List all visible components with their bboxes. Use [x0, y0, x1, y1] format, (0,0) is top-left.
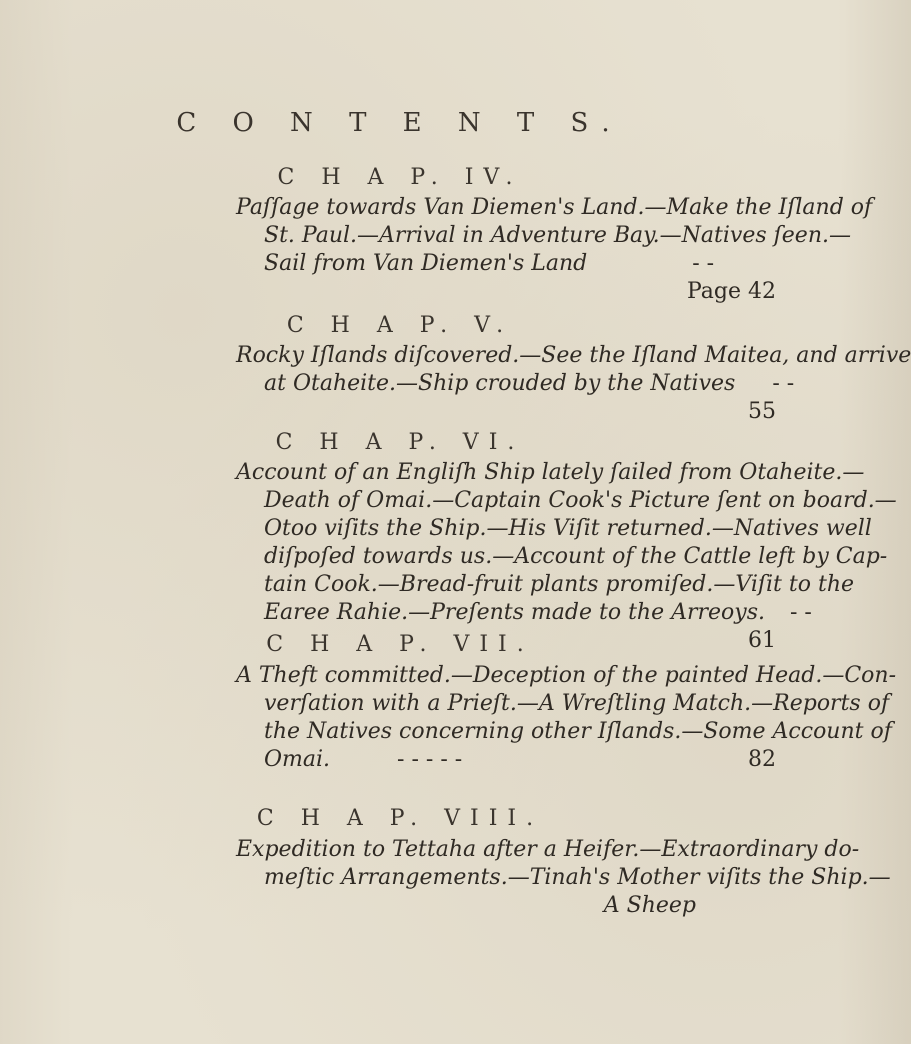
summary-line: St. Paul.—Arrival in Adventure Bay.—Natives ſeen.—: [264, 223, 851, 248]
page-reference: 61: [748, 628, 776, 653]
contents-title: C O N T E N T S.: [176, 108, 624, 138]
summary-line: diſpoſed towards us.—Account of the Cattle left by Cap-: [264, 544, 888, 569]
summary-line: Rocky Iſlands diſcovered.—See the Iſland Maitea, and arrive: [236, 343, 911, 368]
summary-line: Expedition to Tettaha after a Heifer.—Extraordinary do-: [236, 837, 860, 862]
chapter-summary-vii: [236, 662, 897, 774]
summary-line: Paſſage towards Van Diemen's Land.—Make the Iſland of: [236, 195, 873, 220]
summary-line: Death of Omai.—Captain Cook's Picture ſent on board.—: [264, 488, 897, 513]
leader-dashes: - -: [790, 600, 812, 625]
summary-line: Account of an Engliſh Ship lately ſailed from Otaheite.—: [236, 460, 865, 485]
chapter-heading-viii: C H A P. VIII.: [256, 806, 544, 831]
summary-line: A Sheep: [603, 893, 696, 918]
summary-line: [236, 370, 795, 424]
chapter-heading-vi: C H A P. VI.: [275, 430, 525, 455]
chapter-heading-iv: C H A P. IV.: [277, 165, 523, 190]
summary-line: Otoo viſits the Ship.—His Viſit returned.—Natives well: [264, 516, 872, 541]
summary-line: meſtic Arrangements.—Tinah's Mother viſits the Ship.—: [264, 865, 891, 890]
summary-line: verſation with a Prieſt.—A Wreſtling Match.—Reports of: [264, 691, 890, 716]
summary-line: the Natives concerning other Iſlands.—Some Account of: [264, 719, 892, 744]
chapter-summary-viii: [236, 836, 891, 920]
summary-line: [236, 746, 776, 774]
chapter-summary-iv: [236, 194, 873, 306]
summary-text: Sail from Van Diemen's Land: [264, 251, 588, 276]
leader-dashes: - -: [772, 371, 795, 396]
chapter-summary-vi: [236, 459, 897, 655]
summary-line: A Theft committed.—Deception of the painted Head.—Con-: [236, 663, 897, 688]
summary-text: at Otaheite.—Ship crouded by the Natives: [264, 371, 736, 396]
page-reference: Page 42: [686, 279, 776, 304]
leader-dashes: - - - - -: [397, 747, 463, 772]
chapter-heading-vii: C H A P. VII.: [266, 632, 534, 657]
chapter-heading-v: C H A P. V.: [286, 313, 514, 338]
page-reference: 55: [748, 399, 776, 424]
leader-dashes: - -: [692, 251, 715, 276]
page-reference: 82: [748, 747, 776, 772]
summary-line: tain Cook.—Bread-fruit plants promiſed.—Viſit to the: [264, 572, 855, 597]
chapter-summary-v: [236, 342, 911, 426]
summary-text: Omai.: [264, 747, 331, 772]
summary-text: Earee Rahie.—Preſents made to the Arreoys.: [264, 600, 765, 625]
summary-line: [236, 250, 776, 304]
